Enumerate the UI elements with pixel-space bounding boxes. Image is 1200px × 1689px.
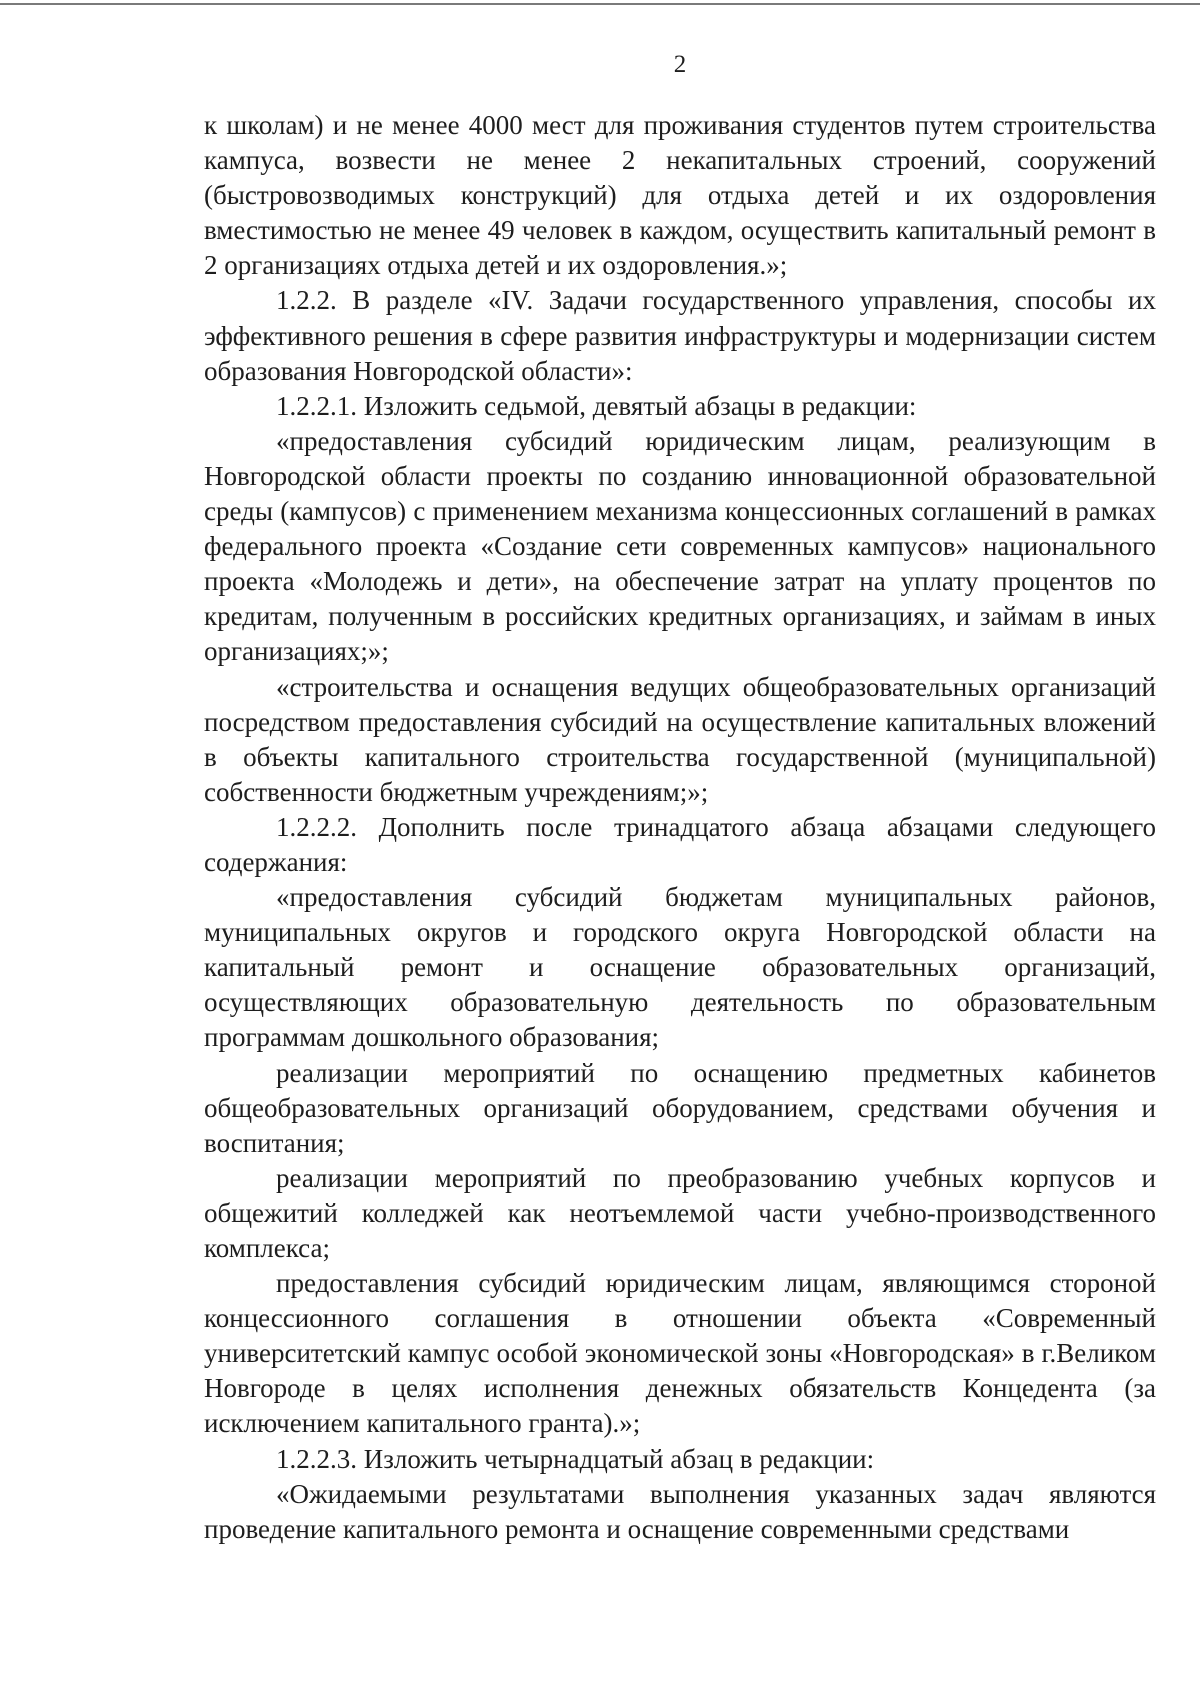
paragraph-section-iv-heading: 1.2.2. В разделе «IV. Задачи государственного управления, способы их эффективного решения в сфере развития инфраструктуры и модернизации систем образования Новгородской области»: [204,285,1156,386]
paragraph-item-1-2-2-1: 1.2.2.1. Изложить седьмой, девятый абзацы в редакции: [276,390,917,421]
page-number: 2 [673,51,687,78]
scan-top-edge-line [0,3,1200,5]
paragraph-quote-municipal-subsidies: «предоставления субсидий бюджетам муниципальных районов, муниципальных округов и городского округа Новгородской области на капитальный ремонт и оснащение образовательных организаций, осуществляющих образовательную деятельность по образовательным программам дошкольного образования; [204,882,1156,1053]
paragraph-equipment-classrooms: реализации мероприятий по оснащению предметных кабинетов общеобразовательных организаций оборудованием, средствами обучения и воспитания; [204,1057,1156,1158]
paragraph-expected-results: «Ожидаемыми результатами выполнения указанных задач являются проведение капитального ремонта и оснащение современными средствами [204,1478,1156,1544]
paragraph-concession-agreement: предоставления субсидий юридическим лицам, являющимся стороной концессионного соглашения в отношении объекта «Современный университетский кампус особой экономической зоны «Новгородская» в г.Великом Новгороде в целях исполнения денежных обязательств Концедента (за исключением капитального гранта).»; [204,1268,1156,1439]
paragraph-item-1-2-2-2: 1.2.2.2. Дополнить после тринадцатого абзаца абзацами следующего содержания: [204,811,1156,877]
paragraph-quote-subsidies-campuses: «предоставления субсидий юридическим лицам, реализующим в Новгородской области проекты по созданию инновационной образовательной среды (кампусов) с применением механизма концессионных соглашений в рамках федерального проекта «Создание сети современных кампусов» национального проекта «Молодежь и дети», на обеспечение затрат на уплату процентов по кредитам, полученным в российских кредитных организациях, и займам в иных организациях;»; [204,425,1156,667]
paragraph-continuation: к школам) и не менее 4000 мест для проживания студентов путем строительства кампуса, возвести не менее 2 некапитальных строений, сооружений (быстровозводимых конструкций) для отдыха детей и их оздоровления вместимостью не менее 49 человек в каждом, осуществить капитальный ремонт в 2 организациях отдыха детей и их оздоровления.»; [204,110,1156,281]
paragraph-item-1-2-2-3: 1.2.2.3. Изложить четырнадцатый абзац в редакции: [276,1443,875,1474]
paragraph-college-buildings: реализации мероприятий по преобразованию учебных корпусов и общежитий колледжей как неотъемлемой части учебно-производственного комплекса; [204,1162,1156,1263]
document-body [204,108,1156,1547]
paragraph-quote-construction: «строительства и оснащения ведущих общеобразовательных организаций посредством предоставления субсидий на осуществление капитальных вложений в объекты капитального строительства государственной (муниципальной) собственности бюджетным учреждениям;»; [204,671,1156,807]
